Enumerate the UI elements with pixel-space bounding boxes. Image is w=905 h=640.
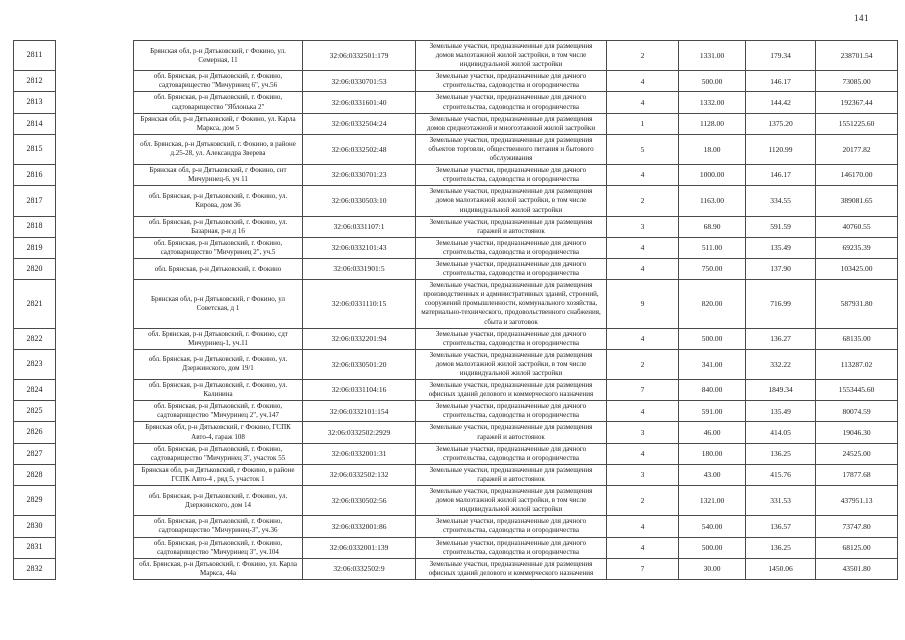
table-row — [14, 71, 898, 92]
address-cell: обл. Брянская, р-н Дятьковский, г. Фокино, садтоварищество "Мичуринец 3", уч.104 — [134, 537, 303, 558]
land-use-cell: Земельные участки, предназначенные для размещения объектов торговли, общественного питания и бытового обслуживания — [416, 134, 607, 164]
value-cell: 68125.00 — [816, 537, 898, 558]
value-cell: 19046.30 — [816, 422, 898, 443]
value-cell: 146170.00 — [816, 165, 898, 186]
group-code-cell: 2 — [607, 186, 679, 216]
table-row — [14, 328, 898, 349]
row-number-cell: 2819 — [14, 237, 56, 258]
row-number-cell: 2824 — [14, 380, 56, 401]
address-cell: обл. Брянская, р-н Дятьковский, г. Фокино, садтоварищество "Мичуринец 2", уч.5 — [134, 237, 303, 258]
cadastral-number-cell: 32:06:0332502:48 — [303, 134, 416, 164]
rate-cell: 414.05 — [746, 422, 816, 443]
address-cell: обл. Брянская, р-н Дятьковский, г. Фокино, садтоварищество "Мичуринец-3", уч.36 — [134, 516, 303, 537]
table-row — [14, 486, 898, 516]
table-row — [14, 464, 898, 485]
rate-cell: 136.25 — [746, 443, 816, 464]
area-cell: 341.00 — [679, 349, 746, 379]
address-cell: обл. Брянская, р-н Дятьковский, г. Фокино, сдт Мичуринец-1, уч.11 — [134, 328, 303, 349]
land-use-cell: Земельные участки, предназначенные для дачного строительства, садоводства и огородничества — [416, 401, 607, 422]
area-cell: 591.00 — [679, 401, 746, 422]
address-cell: обл. Брянская, р-н Дятьковский, г. Фокино, садтоварищество "Яблонька 2" — [134, 92, 303, 113]
land-use-cell: Земельные участки, предназначенные для дачного строительства, садоводства и огородничества — [416, 443, 607, 464]
cadastral-number-cell: 32:06:0330502:56 — [303, 486, 416, 516]
cadastral-number-cell: 32:06:0331107:1 — [303, 216, 416, 237]
spacer-cell — [56, 516, 134, 537]
land-use-cell: Земельные участки, предназначенные для размещения гаражей и автостоянок — [416, 422, 607, 443]
group-code-cell: 2 — [607, 349, 679, 379]
table-row — [14, 186, 898, 216]
table-row — [14, 558, 898, 579]
value-cell: 68135.00 — [816, 328, 898, 349]
row-number-cell: 2828 — [14, 464, 56, 485]
value-cell: 40760.55 — [816, 216, 898, 237]
rate-cell: 716.99 — [746, 280, 816, 328]
row-number-cell: 2812 — [14, 71, 56, 92]
group-code-cell: 4 — [607, 258, 679, 279]
group-code-cell: 7 — [607, 558, 679, 579]
table-row — [14, 237, 898, 258]
cadastral-number-cell: 32:06:0332001:31 — [303, 443, 416, 464]
area-cell: 18.00 — [679, 134, 746, 164]
area-cell: 1321.00 — [679, 486, 746, 516]
table-row — [14, 401, 898, 422]
area-cell: 750.00 — [679, 258, 746, 279]
row-number-cell: 2825 — [14, 401, 56, 422]
address-cell: обл. Брянская, р-н Дятьковский, г. Фокино, ул. Базарная, р-н д 16 — [134, 216, 303, 237]
cadastral-number-cell: 32:06:0331601:40 — [303, 92, 416, 113]
spacer-cell — [56, 134, 134, 164]
rate-cell: 1375.20 — [746, 113, 816, 134]
row-number-cell: 2829 — [14, 486, 56, 516]
area-cell: 1000.00 — [679, 165, 746, 186]
area-cell: 500.00 — [679, 328, 746, 349]
address-cell: Брянская обл, р-н Дятьковский, г Фокино, снт Мичуринец-6, уч 11 — [134, 165, 303, 186]
rate-cell: 135.49 — [746, 401, 816, 422]
land-use-cell: Земельные участки, предназначенные для дачного строительства, садоводства и огородничества — [416, 237, 607, 258]
value-cell: 69235.39 — [816, 237, 898, 258]
cadastral-number-cell: 32:06:0331901:5 — [303, 258, 416, 279]
row-number-cell: 2830 — [14, 516, 56, 537]
land-use-cell: Земельные участки, предназначенные для размещения гаражей и автостоянок — [416, 464, 607, 485]
area-cell: 180.00 — [679, 443, 746, 464]
value-cell: 80074.59 — [816, 401, 898, 422]
address-cell: Брянская обл, р-н Дятьковский, г Фокино, в районе ГСПК Авто-4 , ряд 5, участок 1 — [134, 464, 303, 485]
rate-cell: 136.57 — [746, 516, 816, 537]
row-number-cell: 2815 — [14, 134, 56, 164]
value-cell: 73085.00 — [816, 71, 898, 92]
address-cell: обл. Брянская, р-н Дятьковский, г. Фокино, ул. Карла Маркса, 44а — [134, 558, 303, 579]
value-cell: 437951.13 — [816, 486, 898, 516]
cadastral-number-cell: 32:06:0332201:94 — [303, 328, 416, 349]
group-code-cell: 4 — [607, 165, 679, 186]
value-cell: 1551225.60 — [816, 113, 898, 134]
value-cell: 389081.65 — [816, 186, 898, 216]
area-cell: 1332.00 — [679, 92, 746, 113]
land-use-cell: Земельные участки, предназначенные для дачного строительства, садоводства и огородничества — [416, 71, 607, 92]
value-cell: 1553445.60 — [816, 380, 898, 401]
spacer-cell — [56, 186, 134, 216]
group-code-cell: 4 — [607, 516, 679, 537]
land-use-cell: Земельные участки, предназначенные для дачного строительства, садоводства и огородничества — [416, 165, 607, 186]
land-use-cell: Земельные участки, предназначенные для размещения офисных зданий делового и коммерческого назначения — [416, 380, 607, 401]
rate-cell: 136.25 — [746, 537, 816, 558]
row-number-cell: 2832 — [14, 558, 56, 579]
cadastral-number-cell: 32:06:0332502:9 — [303, 558, 416, 579]
area-cell: 500.00 — [679, 537, 746, 558]
group-code-cell: 4 — [607, 401, 679, 422]
spacer-cell — [56, 216, 134, 237]
spacer-cell — [56, 486, 134, 516]
spacer-cell — [56, 258, 134, 279]
address-cell: обл. Брянская, р-н Дятьковский, г. Фокино, садтоварищество "Мичуринец 3", участок 55 — [134, 443, 303, 464]
area-cell: 46.00 — [679, 422, 746, 443]
group-code-cell: 3 — [607, 422, 679, 443]
spacer-cell — [56, 422, 134, 443]
rate-cell: 1450.06 — [746, 558, 816, 579]
address-cell: обл. Брянская, р-н Дятьковский, г. Фокино, ул. Кирова, дом 36 — [134, 186, 303, 216]
land-use-cell: Земельные участки, предназначенные для размещения домов малоэтажной жилой застройки, в том числе индивидуальной жилой застройки — [416, 349, 607, 379]
area-cell: 840.00 — [679, 380, 746, 401]
spacer-cell — [56, 280, 134, 328]
group-code-cell: 2 — [607, 41, 679, 71]
spacer-cell — [56, 349, 134, 379]
rate-cell: 146.17 — [746, 71, 816, 92]
rate-cell: 591.59 — [746, 216, 816, 237]
land-use-cell: Земельные участки, предназначенные для размещения гаражей и автостоянок — [416, 216, 607, 237]
cadastral-number-cell: 32:06:0332001:139 — [303, 537, 416, 558]
rate-cell: 179.34 — [746, 41, 816, 71]
area-cell: 540.00 — [679, 516, 746, 537]
cadastral-number-cell: 32:06:0332502:132 — [303, 464, 416, 485]
land-use-cell: Земельные участки, предназначенные для размещения домов среднеэтажной и многоэтажной жилой застройки — [416, 113, 607, 134]
row-number-cell: 2821 — [14, 280, 56, 328]
group-code-cell: 1 — [607, 113, 679, 134]
page-number: 141 — [854, 13, 869, 23]
value-cell: 192367.44 — [816, 92, 898, 113]
table-row — [14, 41, 898, 71]
group-code-cell: 4 — [607, 328, 679, 349]
spacer-cell — [56, 380, 134, 401]
address-cell: Брянская обл, р-н Дятьковский, г Фокино, ул Советская, д 1 — [134, 280, 303, 328]
group-code-cell: 4 — [607, 71, 679, 92]
land-use-cell: Земельные участки, предназначенные для размещения офисных зданий делового и коммерческого назначения — [416, 558, 607, 579]
table-body — [14, 41, 898, 580]
cadastral-number-cell: 32:06:0332101:43 — [303, 237, 416, 258]
rate-cell: 415.76 — [746, 464, 816, 485]
spacer-cell — [56, 41, 134, 71]
rate-cell: 137.90 — [746, 258, 816, 279]
row-number-cell: 2820 — [14, 258, 56, 279]
group-code-cell: 3 — [607, 464, 679, 485]
row-number-cell: 2827 — [14, 443, 56, 464]
table-row — [14, 349, 898, 379]
row-number-cell: 2823 — [14, 349, 56, 379]
row-number-cell: 2811 — [14, 41, 56, 71]
value-cell: 24525.00 — [816, 443, 898, 464]
rate-cell: 144.42 — [746, 92, 816, 113]
area-cell: 500.00 — [679, 71, 746, 92]
rate-cell: 1849.34 — [746, 380, 816, 401]
spacer-cell — [56, 237, 134, 258]
value-cell: 73747.80 — [816, 516, 898, 537]
cadastral-number-cell: 32:06:0332101:154 — [303, 401, 416, 422]
cadastral-number-cell: 32:06:0330501:20 — [303, 349, 416, 379]
table-row — [14, 258, 898, 279]
spacer-cell — [56, 558, 134, 579]
table-row — [14, 165, 898, 186]
spacer-cell — [56, 328, 134, 349]
land-use-cell: Земельные участки, предназначенные для дачного строительства, садоводства и огородничества — [416, 516, 607, 537]
area-cell: 30.00 — [679, 558, 746, 579]
value-cell: 20177.82 — [816, 134, 898, 164]
group-code-cell: 4 — [607, 443, 679, 464]
area-cell: 1128.00 — [679, 113, 746, 134]
table-row — [14, 280, 898, 328]
area-cell: 1163.00 — [679, 186, 746, 216]
spacer-cell — [56, 443, 134, 464]
table-row — [14, 443, 898, 464]
rate-cell: 331.53 — [746, 486, 816, 516]
address-cell: обл. Брянская, р-н Дятьковский, г. Фокино, в районе д.25-28, ул. Александра Зверева — [134, 134, 303, 164]
table-row — [14, 380, 898, 401]
address-cell: Брянская обл, р-н Дятьковский, г Фокино, ул. Семерная, 11 — [134, 41, 303, 71]
table-row — [14, 113, 898, 134]
cadastral-valuation-table — [13, 40, 898, 580]
group-code-cell: 7 — [607, 380, 679, 401]
address-cell: обл. Брянская, р-н Дятьковский, г. Фокино, ул. Дзержинского, дом 14 — [134, 486, 303, 516]
spacer-cell — [56, 464, 134, 485]
rate-cell: 334.55 — [746, 186, 816, 216]
table-row — [14, 134, 898, 164]
row-number-cell: 2814 — [14, 113, 56, 134]
row-number-cell: 2818 — [14, 216, 56, 237]
group-code-cell: 9 — [607, 280, 679, 328]
area-cell: 511.00 — [679, 237, 746, 258]
row-number-cell: 2816 — [14, 165, 56, 186]
land-use-cell: Земельные участки, предназначенные для дачного строительства, садоводства и огородничества — [416, 92, 607, 113]
address-cell: обл. Брянская, р-н Дятьковский, г. Фокино — [134, 258, 303, 279]
row-number-cell: 2831 — [14, 537, 56, 558]
address-cell: Брянская обл, р-н Дятьковский, г Фокино, ГСПК Авто-4, гараж 108 — [134, 422, 303, 443]
land-use-cell: Земельные участки, предназначенные для размещения домов малоэтажной жилой застройки, в том числе индивидуальной жилой застройки — [416, 486, 607, 516]
cadastral-number-cell: 32:06:0332001:86 — [303, 516, 416, 537]
row-number-cell: 2813 — [14, 92, 56, 113]
land-use-cell: Земельные участки, предназначенные для дачного строительства, садоводства и огородничества — [416, 328, 607, 349]
spacer-cell — [56, 537, 134, 558]
spacer-cell — [56, 401, 134, 422]
group-code-cell: 4 — [607, 537, 679, 558]
value-cell: 17877.68 — [816, 464, 898, 485]
rate-cell: 1120.99 — [746, 134, 816, 164]
value-cell: 113287.02 — [816, 349, 898, 379]
cadastral-number-cell: 32:06:0332502:2929 — [303, 422, 416, 443]
spacer-cell — [56, 165, 134, 186]
address-cell: Брянская обл, р-н Дятьковский, г Фокино, ул. Карла Маркса, дом 5 — [134, 113, 303, 134]
land-use-cell: Земельные участки, предназначенные для размещения домов малоэтажной жилой застройки, в том числе индивидуальной жилой застройки — [416, 41, 607, 71]
spacer-cell — [56, 113, 134, 134]
address-cell: обл. Брянская, р-н Дятьковский, г. Фокино, ул. Калинина — [134, 380, 303, 401]
address-cell: обл. Брянская, р-н Дятьковский, г. Фокино, ул. Дзержинского, дом 19/1 — [134, 349, 303, 379]
value-cell: 587931.80 — [816, 280, 898, 328]
value-cell: 103425.00 — [816, 258, 898, 279]
land-use-cell: Земельные участки, предназначенные для размещения домов малоэтажной жилой застройки, в том числе индивидуальной жилой застройки — [416, 186, 607, 216]
cadastral-number-cell: 32:06:0330503:10 — [303, 186, 416, 216]
value-cell: 238701.54 — [816, 41, 898, 71]
cadastral-number-cell: 32:06:0332501:179 — [303, 41, 416, 71]
area-cell: 1331.00 — [679, 41, 746, 71]
area-cell: 820.00 — [679, 280, 746, 328]
rate-cell: 136.27 — [746, 328, 816, 349]
spacer-cell — [56, 92, 134, 113]
cadastral-number-cell: 32:06:0331104:16 — [303, 380, 416, 401]
address-cell: обл. Брянская, р-н Дятьковский, г. Фокино, садтоварищество "Мичуринец 2", уч.147 — [134, 401, 303, 422]
row-number-cell: 2817 — [14, 186, 56, 216]
group-code-cell: 4 — [607, 237, 679, 258]
value-cell: 43501.80 — [816, 558, 898, 579]
cadastral-number-cell: 32:06:0332504:24 — [303, 113, 416, 134]
table-row — [14, 216, 898, 237]
land-use-cell: Земельные участки, предназначенные для размещения производственных и административных зданий, строений, сооружений промышленности, коммунального хозяйства, материально-технического, продовольственного снабжения, сбыта и заготовок — [416, 280, 607, 328]
address-cell: обл. Брянская, р-н Дятьковский, г. Фокино, садтоварищество "Мичуринец 6", уч.56 — [134, 71, 303, 92]
group-code-cell: 2 — [607, 486, 679, 516]
cadastral-number-cell: 32:06:0330701:53 — [303, 71, 416, 92]
group-code-cell: 4 — [607, 92, 679, 113]
row-number-cell: 2826 — [14, 422, 56, 443]
rate-cell: 146.17 — [746, 165, 816, 186]
row-number-cell: 2822 — [14, 328, 56, 349]
table-row — [14, 92, 898, 113]
table-row — [14, 537, 898, 558]
area-cell: 43.00 — [679, 464, 746, 485]
land-use-cell: Земельные участки, предназначенные для дачного строительства, садоводства и огородничества — [416, 258, 607, 279]
cadastral-number-cell: 32:06:0331110:15 — [303, 280, 416, 328]
table-row — [14, 516, 898, 537]
rate-cell: 332.22 — [746, 349, 816, 379]
spacer-cell — [56, 71, 134, 92]
table-row — [14, 422, 898, 443]
group-code-cell: 5 — [607, 134, 679, 164]
area-cell: 68.90 — [679, 216, 746, 237]
cadastral-number-cell: 32:06:0330701:23 — [303, 165, 416, 186]
land-use-cell: Земельные участки, предназначенные для дачного строительства, садоводства и огородничества — [416, 537, 607, 558]
group-code-cell: 3 — [607, 216, 679, 237]
rate-cell: 135.49 — [746, 237, 816, 258]
